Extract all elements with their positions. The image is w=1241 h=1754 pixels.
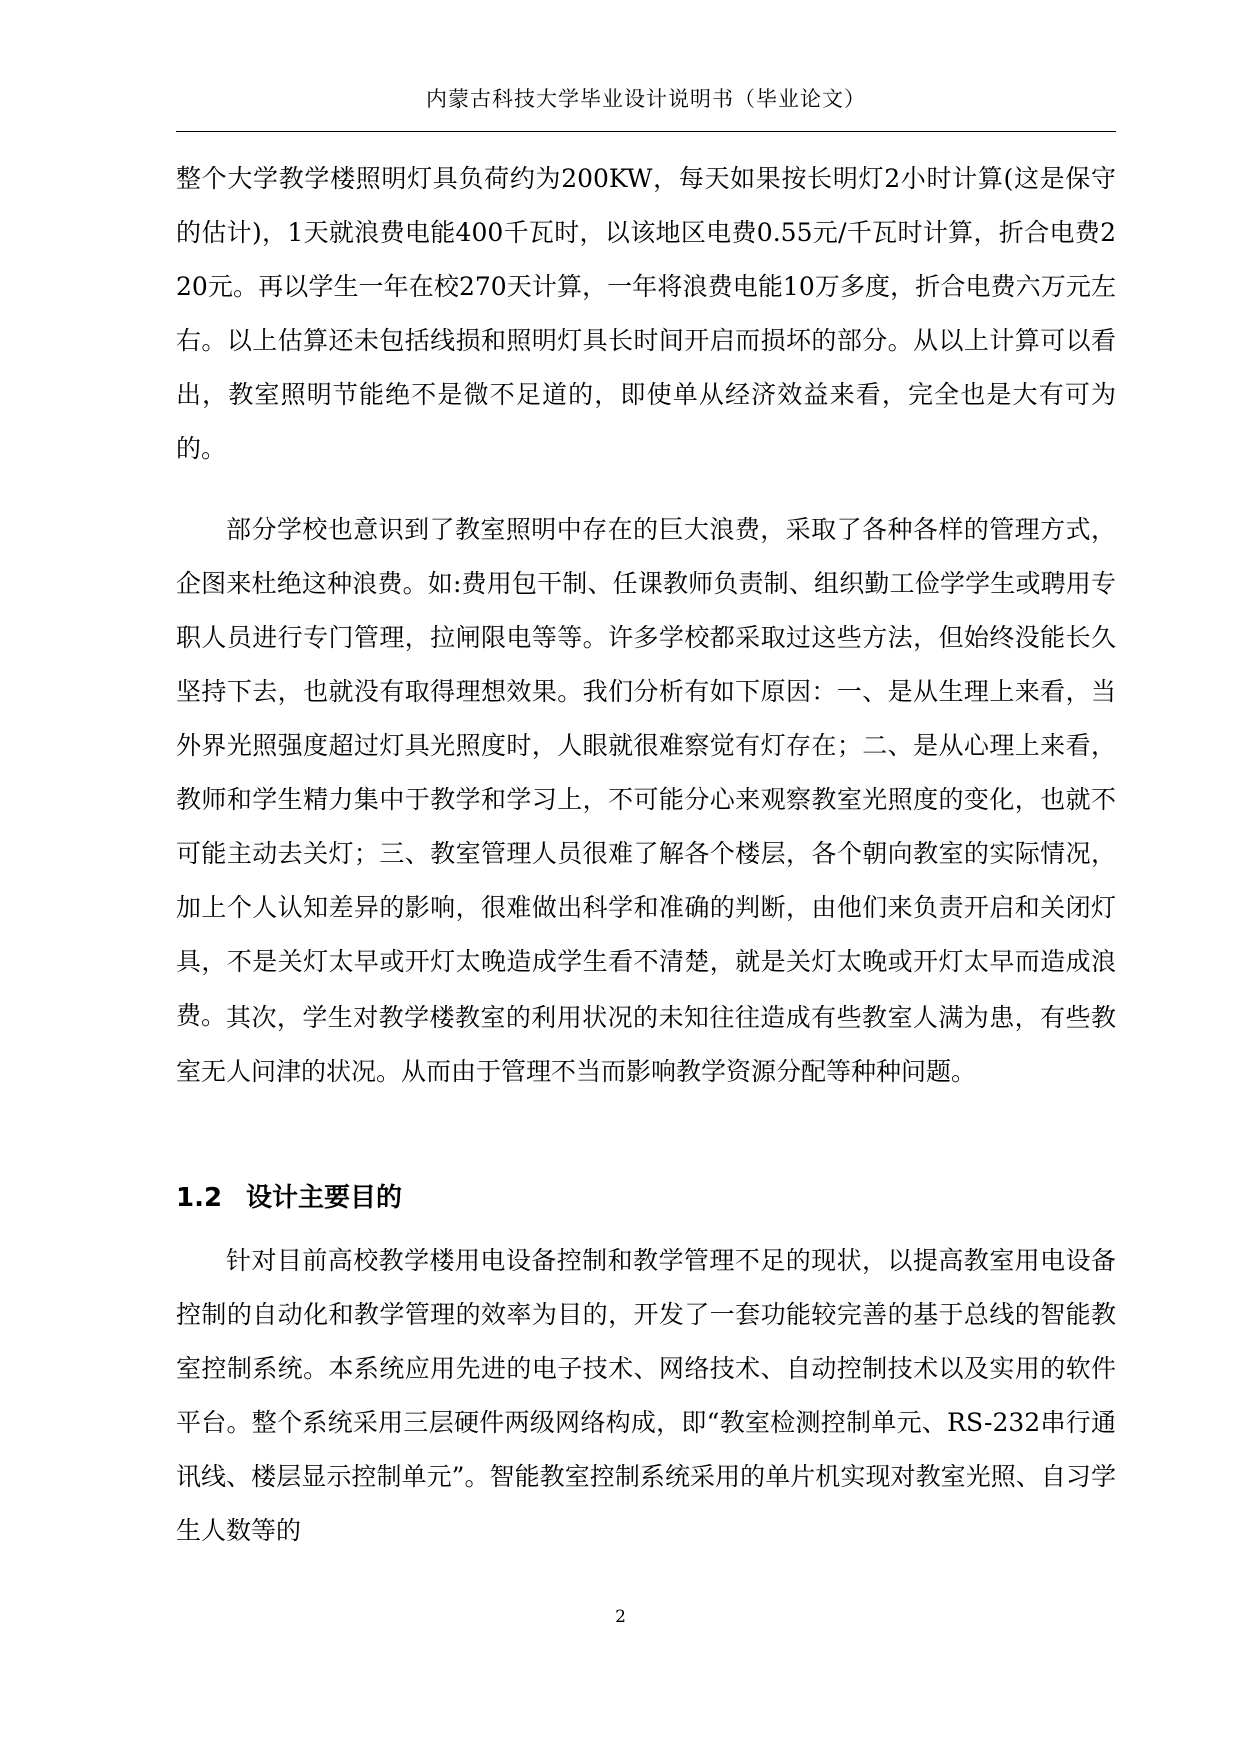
section-title: 设计主要目的 xyxy=(246,1183,403,1213)
running-header: 内蒙古科技大学毕业设计说明书（毕业论文） xyxy=(426,87,866,111)
paragraph-block-4 xyxy=(176,1234,1116,1558)
body-paragraph: 针对目前高校教学楼用电设备控制和教学管理不足的现状，以提高教室用电设备控制的自动化和教学管理的效率为目的，开发了一套功能较完善的基于总线的智能教室控制系统。本系统应用先进的电子技术、网络技术、自动控制技术以及实用的软件平台。整个系统采用三层硬件两级网络构成，即“教室检测控制单元、RS-232串行通讯线、楼层显示控制单元”。智能教室控制系统采用的单片机实现对教室光照、自习学生人数等的 xyxy=(176,1246,1116,1545)
body-paragraph: 其次，学生对教学楼教室的利用状况的未知往往造成有些教室人满为患，有些教室无人问津的状况。从而由于管理不当而影响教学资源分配等种种问题。 xyxy=(176,1003,1116,1086)
body-paragraph: 整个大学教学楼照明灯具负荷约为200KW，每天如果按长明灯2小时计算(这是保守的估计)，1天就浪费电能400千瓦时，以该地区电费0.55元/千瓦时计算，折合电费220元。再以学生一年在校270天计算，一年将浪费电能10万多度，折合电费六万元左右。以上估算还未包括线损和照明灯具长时间开启而损坏的部分。从以上计算可以看出，教室照明节能绝不是微不足道的，即使单从经济效益来看，完全也是大有可为的。 xyxy=(176,164,1116,463)
section-heading xyxy=(176,1178,402,1218)
section-number: 1.2 xyxy=(176,1183,223,1213)
header-rule xyxy=(176,131,1116,132)
page-number: 2 xyxy=(615,1607,626,1627)
paragraph-block-2 xyxy=(176,503,1116,1043)
body-paragraph: 部分学校也意识到了教室照明中存在的巨大浪费，采取了各种各样的管理方式，企图来杜绝这种浪费。如:费用包干制、任课教师负责制、组织勤工俭学学生或聘用专职人员进行专门管理，拉闸限电等等。许多学校都采取过这些方法，但始终没能长久坚持下去，也就没有取得理想效果。我们分析有如下原因：一、是从生理上来看，当外界光照强度超过灯具光照度时，人眼就很难察觉有灯存在；二、是从心理上来看，教师和学生精力集中于教学和学习上，不可能分心来观察教室光照度的变化，也就不可能主动去关灯；三、教室管理人员很难了解各个楼层，各个朝向教室的实际情况，加上个人认知差异的影响，很难做出科学和准确的判断，由他们来负责开启和关闭灯具，不是关灯太早或开灯太晚造成学生看不清楚，就是关灯太晚或开灯太早而造成浪费。 xyxy=(176,515,1116,1030)
paragraph-block-1 xyxy=(176,152,1116,476)
paragraph-block-3 xyxy=(176,991,1116,1099)
